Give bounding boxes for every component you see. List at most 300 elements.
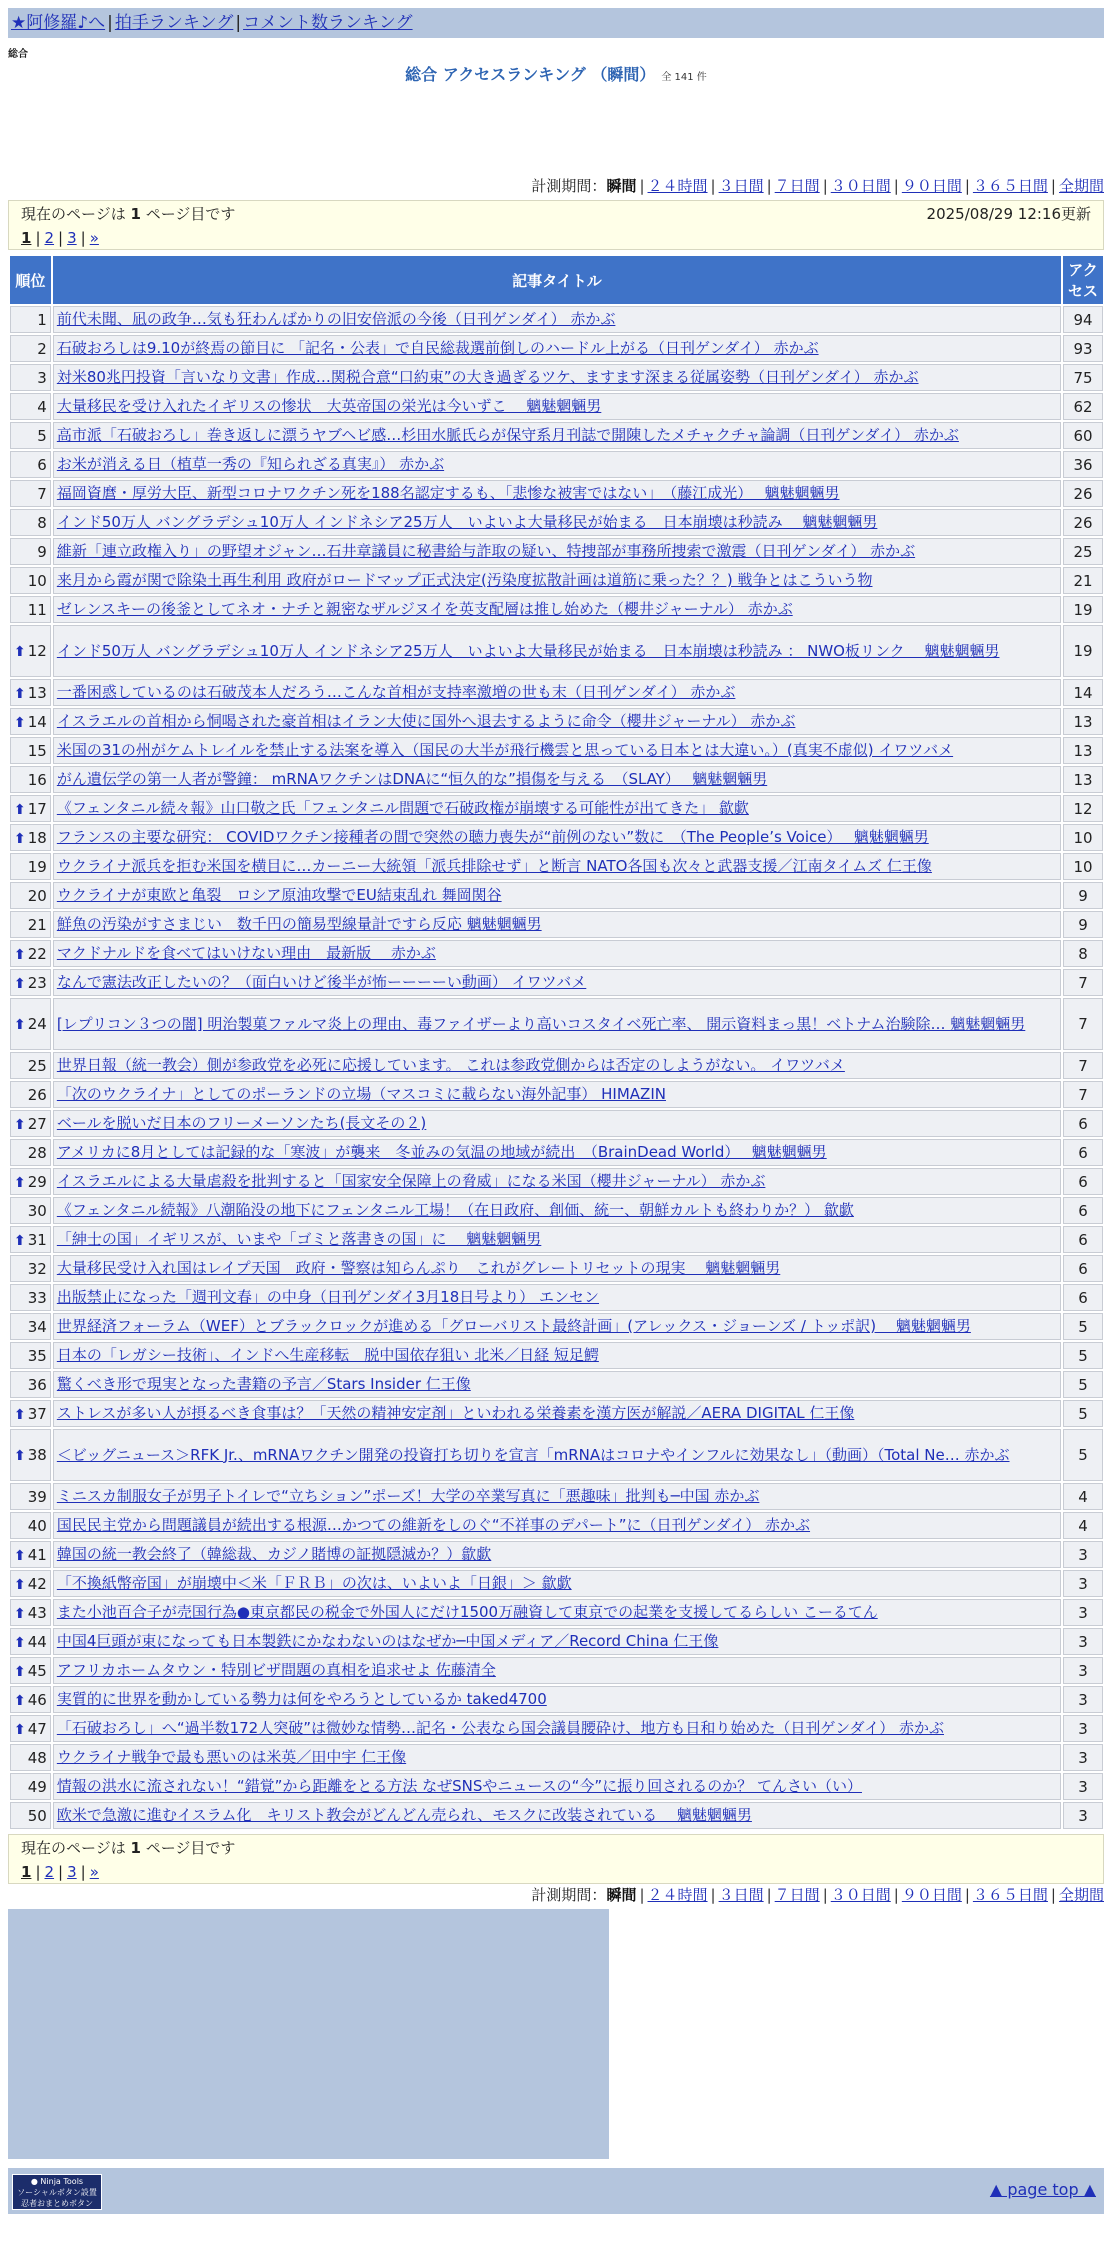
period-option-link[interactable]: ３日間 — [718, 1886, 764, 1904]
rank-number: 22 — [27, 944, 47, 963]
table-row — [10, 1371, 1103, 1398]
rank-cell — [10, 679, 51, 706]
rank-up-arrow-icon: ⬆ — [14, 1448, 26, 1464]
comment-ranking-link[interactable]: コメント数ランキング — [243, 13, 413, 33]
period-option-link[interactable]: ２４時間 — [647, 177, 708, 195]
article-link[interactable]: 福岡資麿・厚労大臣、新型コロナワクチン死を188名認定するも、「悲惨な被害ではない」 （藤江成光） 魑魅魍魎男 — [56, 484, 840, 502]
rank-number: 35 — [27, 1346, 47, 1365]
updated-timestamp: 2025/08/29 12:16更新 — [926, 205, 1091, 223]
table-row — [10, 1429, 1103, 1481]
title-cell — [53, 1686, 1061, 1713]
article-link[interactable]: 大量移民受け入れ国はレイプ天国 政府・警察は知らんぷり これがグレートリセットの現実 魑魅魍魎男 — [56, 1259, 781, 1277]
title-cell — [53, 679, 1061, 706]
rank-up-arrow-icon: ⬆ — [14, 1605, 26, 1622]
rank-cell — [10, 393, 51, 420]
title-cell — [53, 708, 1061, 735]
rank-up-arrow-icon: ⬆ — [14, 975, 26, 992]
rank-up-arrow-icon: ⬆ — [14, 1634, 26, 1651]
rank-number: 36 — [27, 1375, 47, 1394]
rank-number: 32 — [27, 1259, 47, 1278]
rank-up-arrow-icon: ⬆ — [14, 644, 26, 660]
page-status-suffix: ページ目です — [140, 205, 236, 223]
period-option-link[interactable]: 全期間 — [1058, 1886, 1104, 1904]
access-count: 25 — [1063, 538, 1103, 565]
period-option-link[interactable]: ３６５日間 — [972, 177, 1048, 195]
rank-number: 5 — [37, 426, 47, 445]
rank-cell — [10, 737, 51, 764]
rank-cell — [10, 1110, 51, 1137]
period-current: 瞬間 — [606, 177, 637, 195]
table-row — [10, 1255, 1103, 1282]
table-row — [10, 1342, 1103, 1369]
table-row — [10, 1226, 1103, 1253]
top-nav-bar — [8, 8, 1104, 38]
access-count: 9 — [1063, 911, 1103, 938]
article-link[interactable]: [レプリコン３つの闇] 明治製菓ファルマ炎上の理由、毒ファイザーより高いコスタイベ死亡率、 開示資料まっ黒！ベトナム治験除… 魑魅魍魎男 — [56, 1014, 1026, 1033]
article-link[interactable]: 鮮魚の汚染がすさまじい 数千円の簡易型線量計ですら反応 魑魅魍魎男 — [56, 915, 542, 933]
title-cell — [53, 1599, 1061, 1626]
rank-cell — [10, 1657, 51, 1684]
title-cell — [53, 1081, 1061, 1108]
article-link[interactable]: ゼレンスキーの後釜としてネオ・ナチと親密なザルジヌイを英支配層は推し始めた（櫻井ジャーナル） 赤かぶ — [56, 600, 793, 618]
rank-cell — [10, 1371, 51, 1398]
access-count: 36 — [1063, 451, 1103, 478]
badge-line: ● Ninja Tools — [30, 2177, 84, 2186]
period-separator: | — [893, 1886, 899, 1904]
article-link[interactable]: 《フェンタニル続々報》山口敬之氏「フェンタニル問題で石破政権が崩壊する可能性が出てきた」 歙歔 — [56, 799, 749, 817]
rank-number: 43 — [27, 1603, 47, 1622]
title-cell — [53, 1715, 1061, 1742]
title-cell — [53, 1657, 1061, 1684]
access-count: 7 — [1063, 1052, 1103, 1079]
table-row — [10, 509, 1103, 536]
article-link[interactable]: インド50万人 バングラデシュ10万人 インドネシア25万人 いよいよ大量移民が始まる 日本崩壊は秒読み ： NWO板リンク 魑魅魍魎男 — [56, 641, 1000, 660]
rank-up-arrow-icon: ⬆ — [14, 714, 26, 731]
pagination-top — [21, 227, 1091, 249]
rank-cell — [10, 969, 51, 996]
article-link[interactable]: 韓国の統一教会終了（韓総裁、カジノ賭博の証拠隠滅か？）歙歔 — [56, 1545, 492, 1563]
rank-number: 30 — [27, 1201, 47, 1220]
rank-number: 8 — [37, 513, 47, 532]
rank-number: 16 — [27, 770, 47, 789]
title-cell — [53, 882, 1061, 909]
title-cell — [53, 1168, 1061, 1195]
rank-number: 31 — [27, 1230, 47, 1249]
table-row — [10, 1168, 1103, 1195]
rank-number: 9 — [37, 542, 47, 561]
access-count: 6 — [1063, 1255, 1103, 1282]
rank-number: 28 — [27, 1143, 47, 1162]
table-row — [10, 393, 1103, 420]
table-row — [10, 1628, 1103, 1655]
clap-ranking-link[interactable]: 拍手ランキング — [114, 13, 234, 33]
title-cell — [53, 567, 1061, 594]
table-row — [10, 998, 1103, 1050]
access-count: 10 — [1063, 824, 1103, 851]
rank-number: 45 — [27, 1661, 47, 1680]
period-option-link[interactable]: ２４時間 — [647, 1886, 708, 1904]
period-option-link[interactable]: ７日間 — [774, 177, 820, 195]
article-link[interactable]: 一番困惑しているのは石破茂本人だろう…こんな首相が支持率激増の世も末（日刊ゲンダイ） 赤かぶ — [56, 683, 736, 701]
period-label: 計測期間： — [531, 177, 607, 195]
rank-number: 1 — [37, 310, 47, 329]
pager-page-link[interactable]: 3 — [67, 1863, 77, 1881]
badge-line: 忍者おまとめボタン — [21, 2199, 93, 2208]
home-link[interactable]: ★阿修羅♪へ — [11, 13, 106, 33]
article-link[interactable]: 来月から霞が関で除染土再生利用 政府がロードマップ正式決定(汚染度拡散計画は道筋に乗った？？) 戦争とはこういう物 — [56, 571, 873, 589]
table-row — [10, 480, 1103, 507]
title-cell — [53, 451, 1061, 478]
article-link[interactable]: ミニスカ制服女子が男子トイレで“立ちション”ポーズ！大学の卒業写真に「悪趣味」批判も─中国 赤かぶ — [56, 1487, 760, 1505]
rank-cell — [10, 1599, 51, 1626]
period-separator: | — [964, 177, 970, 195]
rank-cell — [10, 708, 51, 735]
rank-cell — [10, 1744, 51, 1771]
rank-number: 23 — [27, 973, 47, 992]
title-cell — [53, 1400, 1061, 1427]
access-count: 3 — [1063, 1715, 1103, 1742]
title-cell — [53, 1744, 1061, 1771]
article-link[interactable]: アフリカホームタウン・特別ビザ問題の真相を追求せよ 佐藤清全 — [56, 1661, 496, 1679]
page-top-link[interactable]: ▲ page top ▲ — [989, 2180, 1096, 2199]
period-separator: | — [766, 1886, 772, 1904]
table-row — [10, 853, 1103, 880]
header-title: 記事タイトル — [53, 256, 1061, 304]
article-link[interactable]: 「次のウクライナ」としてのポーランドの立場（マスコミに載らない海外記事） HIMAZIN — [56, 1085, 666, 1103]
article-link[interactable]: 維新「連立政権入り」の野望オジャン…石井章議員に秘書給与詐取の疑い、特捜部が事務所捜索で激震（日刊ゲンダイ） 赤かぶ — [56, 542, 916, 560]
title-cell — [53, 1342, 1061, 1369]
article-link[interactable]: お米が消える日（植草一秀の『知られざる真実』） 赤かぶ — [56, 455, 445, 473]
access-count: 5 — [1063, 1429, 1103, 1481]
title-cell — [53, 364, 1061, 391]
access-count: 4 — [1063, 1512, 1103, 1539]
period-current: 瞬間 — [606, 1886, 637, 1904]
rank-number: 44 — [27, 1632, 47, 1651]
article-link[interactable]: 出版禁止になった「週刊文春」の中身（日刊ゲンダイ3月18日号より） エンセン — [56, 1288, 600, 1306]
access-count: 3 — [1063, 1599, 1103, 1626]
title-cell — [53, 1139, 1061, 1166]
pager-separator: | — [80, 1863, 86, 1881]
article-link[interactable]: 日本の「レガシー技術」、インドへ生産移転 脱中国依存狙い 北米／日経 短足鰐 — [56, 1346, 599, 1364]
article-link[interactable]: 高市派「石破おろし」巻き返しに漂うヤブヘビ感…杉田水脈氏らが保守系月刊誌で開陳したメチャクチャ論調（日刊ゲンダイ） 赤かぶ — [56, 426, 959, 444]
table-row — [10, 1052, 1103, 1079]
rank-cell — [10, 1715, 51, 1742]
rank-cell — [10, 1429, 51, 1481]
access-count: 13 — [1063, 737, 1103, 764]
pager-current-page: 1 — [21, 1863, 32, 1881]
rank-number: 7 — [37, 484, 47, 503]
title-cell — [53, 1255, 1061, 1282]
rank-up-arrow-icon: ⬆ — [14, 1232, 26, 1249]
title-cell — [53, 1429, 1061, 1481]
rank-number: 38 — [27, 1446, 47, 1464]
access-count: 94 — [1063, 306, 1103, 333]
table-row — [10, 1284, 1103, 1311]
access-count: 3 — [1063, 1773, 1103, 1800]
title-cell — [53, 1802, 1061, 1829]
title-cell — [53, 596, 1061, 623]
access-count: 8 — [1063, 940, 1103, 967]
period-option-link[interactable]: ７日間 — [774, 1886, 820, 1904]
access-count: 21 — [1063, 567, 1103, 594]
rank-cell — [10, 1197, 51, 1224]
article-link[interactable]: 米国の31の州がケムトレイルを禁止する法案を導入（国民の大半が飛行機雲と思っている日本とは大違い。）(真実不虚似) イワツバメ — [56, 741, 954, 759]
pager-page-link[interactable]: » — [89, 1863, 99, 1881]
access-count: 3 — [1063, 1628, 1103, 1655]
access-count: 7 — [1063, 998, 1103, 1050]
article-link[interactable]: 世界経済フォーラム（WEF）とブラックロックが進める「グローバリスト最終計画」(アレックス・ジョーンズ / トッポ訳) 魑魅魍魎男 — [56, 1317, 971, 1335]
page-status-prefix: 現在のページは — [21, 1839, 131, 1857]
rank-cell — [10, 1168, 51, 1195]
table-row — [10, 1139, 1103, 1166]
badge-line: ソーシャルボタン設置 — [17, 2188, 97, 2197]
article-link[interactable]: ウクライナ戦争で最も悪いのは米英／田中宇 仁王像 — [56, 1748, 407, 1766]
rank-cell — [10, 1226, 51, 1253]
article-link[interactable]: イスラエルの首相から恫喝された豪首相はイラン大使に国外へ退去するように命令（櫻井ジャーナル） 赤かぶ — [56, 712, 796, 730]
access-count: 5 — [1063, 1342, 1103, 1369]
article-link[interactable]: ウクライナ派兵を拒む米国を横目に…カーニー大統領「派兵排除せず」と断言 NATO各国も次々と武器支援／江南タイムズ 仁王像 — [56, 857, 932, 875]
article-link[interactable]: ウクライナが東欧と亀裂 ロシア原油攻撃でEU結束乱れ 舞岡関谷 — [56, 886, 502, 904]
rank-up-arrow-icon: ⬆ — [14, 1547, 26, 1564]
period-option-link[interactable]: ９０日間 — [901, 1886, 962, 1904]
title-cell — [53, 335, 1061, 362]
title-cell — [53, 824, 1061, 851]
table-header-row — [10, 256, 1103, 304]
article-link[interactable]: 「石破おろし」へ“過半数172人突破”は微妙な情勢…記名・公表なら国会議員腰砕け、地方も日和り始めた（日刊ゲンダイ） 赤かぶ — [56, 1719, 944, 1737]
rank-cell — [10, 509, 51, 536]
article-link[interactable]: 対米80兆円投資「言いなり文書」作成…関税合意“口約束”の大き過ぎるツケ、ますます深まる従属姿勢（日刊ゲンダイ） 赤かぶ — [56, 368, 919, 386]
article-link[interactable]: アメリカに8月としては記録的な「寒波」が襲来 冬並みの気温の地域が続出 （BrainDead World） 魑魅魍魎男 — [56, 1143, 827, 1161]
article-link[interactable]: インド50万人 バングラデシュ10万人 インドネシア25万人 いよいよ大量移民が始まる 日本崩壊は秒読み 魑魅魍魎男 — [56, 513, 878, 531]
rank-cell — [10, 1313, 51, 1340]
access-count: 26 — [1063, 480, 1103, 507]
article-link[interactable]: ＜ビッグニュース＞RFK Jr.、mRNAワクチン開発の投資打ち切りを宣言「mRNAはコロナやインフルに効果なし」（動画）（Total Ne… 赤かぶ — [56, 1445, 1010, 1464]
current-page-number: 1 — [130, 205, 141, 223]
access-count: 5 — [1063, 1400, 1103, 1427]
table-row — [10, 940, 1103, 967]
access-count: 10 — [1063, 853, 1103, 880]
access-count: 7 — [1063, 969, 1103, 996]
period-selector-top — [531, 176, 1104, 196]
title-cell — [53, 998, 1061, 1050]
table-row — [10, 1570, 1103, 1597]
rank-cell — [10, 1400, 51, 1427]
rank-cell — [10, 596, 51, 623]
rank-number: 20 — [27, 886, 47, 905]
access-count: 19 — [1063, 625, 1103, 677]
access-count: 3 — [1063, 1802, 1103, 1829]
access-count: 9 — [1063, 882, 1103, 909]
pager-page-link[interactable]: 2 — [44, 1863, 55, 1881]
title-cell — [53, 940, 1061, 967]
title-cell — [53, 1371, 1061, 1398]
pager-current-page: 1 — [21, 229, 32, 247]
article-link[interactable]: 国民民主党から問題議員が続出する根源…かつての維新をしのぐ“不祥事のデパート”に（日刊ゲンダイ） 赤かぶ — [56, 1516, 811, 1534]
article-link[interactable]: 情報の洪水に流されない！“錯覚”から距離をとる方法 なぜSNSやニュースの“今”に振り回されるのか？ てんさい（い） — [56, 1777, 862, 1795]
article-link[interactable]: 《フェンタニル続報》八潮陥没の地下にフェンタニル工場！（在日政府、創価、統一、朝鮮カルトも終わりか？） 歙歔 — [56, 1201, 854, 1219]
access-count: 3 — [1063, 1570, 1103, 1597]
page-status-row-bottom — [21, 1835, 1091, 1861]
title-cell — [53, 1284, 1061, 1311]
rank-number: 25 — [27, 1056, 47, 1075]
rank-number: 49 — [27, 1777, 47, 1796]
rank-number: 10 — [27, 571, 47, 590]
access-count: 3 — [1063, 1744, 1103, 1771]
article-link[interactable]: 実質的に世界を動かしている勢力は何をやろうとしているか taked4700 — [56, 1690, 547, 1708]
table-row — [10, 567, 1103, 594]
rank-cell — [10, 422, 51, 449]
table-row — [10, 1686, 1103, 1713]
rank-cell — [10, 1081, 51, 1108]
title-cell — [53, 1052, 1061, 1079]
article-link[interactable]: 前代未聞、凪の政争…気も狂わんばかりの旧安倍派の今後（日刊ゲンダイ） 赤かぶ — [56, 310, 616, 328]
period-option-link[interactable]: ９０日間 — [901, 177, 962, 195]
table-row — [10, 766, 1103, 793]
rank-cell — [10, 364, 51, 391]
table-row — [10, 1512, 1103, 1539]
rank-number: 17 — [27, 799, 47, 818]
article-link[interactable]: 大量移民を受け入れたイギリスの惨状 大英帝国の栄光は今いずこ 魑魅魍魎男 — [56, 397, 602, 415]
table-row — [10, 1313, 1103, 1340]
rank-cell — [10, 1773, 51, 1800]
article-link[interactable]: ストレスが多い人が摂るべき食事は？「天然の精神安定剤」といわれる栄養素を漢方医が解説／AERA DIGITAL 仁王像 — [56, 1404, 855, 1422]
period-option-link[interactable]: ３０日間 — [830, 1886, 891, 1904]
table-row — [10, 1197, 1103, 1224]
rank-cell — [10, 335, 51, 362]
rank-cell — [10, 911, 51, 938]
rank-cell — [10, 1628, 51, 1655]
title-cell — [53, 853, 1061, 880]
access-count: 4 — [1063, 1483, 1103, 1510]
period-option-link[interactable]: ３日間 — [718, 177, 764, 195]
pager-separator: | — [58, 1863, 64, 1881]
rank-number: 26 — [27, 1085, 47, 1104]
rank-number: 19 — [27, 857, 47, 876]
article-link[interactable]: がん遺伝学の第一人者が警鐘： mRNAワクチンはDNAに“恒久的な”損傷を与える （SLAY） 魑魅魍魎男 — [56, 770, 768, 788]
rank-up-arrow-icon: ⬆ — [14, 946, 26, 963]
rank-up-arrow-icon: ⬆ — [14, 1406, 26, 1423]
rank-up-arrow-icon: ⬆ — [14, 685, 26, 702]
access-count: 93 — [1063, 335, 1103, 362]
ranking-table-body — [10, 306, 1103, 1829]
article-link[interactable]: イスラエルによる大量虐殺を批判すると「国家安全保障上の脅威」になる米国（櫻井ジャーナル） 赤かぶ — [56, 1172, 766, 1190]
title-cell — [53, 737, 1061, 764]
page-info-box — [8, 200, 1104, 250]
rank-number: 50 — [27, 1806, 47, 1825]
title-cell — [53, 538, 1061, 565]
rank-number: 21 — [27, 915, 47, 934]
period-option-link[interactable]: 全期間 — [1058, 177, 1104, 195]
rank-cell — [10, 538, 51, 565]
title-cell — [53, 509, 1061, 536]
table-row — [10, 1400, 1103, 1427]
access-count: 5 — [1063, 1313, 1103, 1340]
pager-page-link[interactable]: 2 — [44, 229, 55, 247]
title-cell — [53, 795, 1061, 822]
access-count: 6 — [1063, 1284, 1103, 1311]
rank-up-arrow-icon: ⬆ — [14, 1692, 26, 1709]
access-count: 13 — [1063, 708, 1103, 735]
rank-cell — [10, 882, 51, 909]
title-cell — [53, 625, 1061, 677]
access-count: 14 — [1063, 679, 1103, 706]
rank-number: 4 — [37, 397, 47, 416]
period-separator: | — [1050, 1886, 1056, 1904]
access-count: 6 — [1063, 1226, 1103, 1253]
period-option-link[interactable]: ３６５日間 — [972, 1886, 1048, 1904]
period-option-link[interactable]: ３０日間 — [830, 177, 891, 195]
access-count: 6 — [1063, 1197, 1103, 1224]
access-count: 3 — [1063, 1657, 1103, 1684]
access-count: 6 — [1063, 1168, 1103, 1195]
table-row — [10, 737, 1103, 764]
rank-cell — [10, 567, 51, 594]
rank-cell — [10, 480, 51, 507]
article-link[interactable]: なんで憲法改正したいの？（面白いけど後半が怖ーーーーい動画） イワツバメ — [56, 973, 587, 991]
title-cell — [53, 1512, 1061, 1539]
article-link[interactable]: 「不換紙幣帝国」が崩壊中＜米「ＦＲＢ」の次は、いよいよ「日銀」＞ 歙歔 — [56, 1574, 572, 1592]
rank-number: 24 — [27, 1015, 47, 1033]
table-row — [10, 364, 1103, 391]
rank-cell — [10, 1802, 51, 1829]
rank-cell — [10, 1052, 51, 1079]
ranking-title: 総合 アクセスランキング （瞬間） — [405, 65, 656, 84]
rank-number: 39 — [27, 1487, 47, 1506]
period-separator: | — [822, 1886, 828, 1904]
rank-number: 2 — [37, 339, 47, 358]
table-row — [10, 1110, 1103, 1137]
title-cell — [53, 1226, 1061, 1253]
access-count: 6 — [1063, 1139, 1103, 1166]
ranking-table — [8, 254, 1105, 1831]
article-link[interactable]: 驚くべき形で現実となった書籍の予言／Stars Insider 仁王像 — [56, 1375, 471, 1393]
article-link[interactable]: ベールを脱いだ日本のフリーメーソンたち(長文その２) — [56, 1114, 427, 1132]
article-link[interactable]: 石破おろしは9.10が終焉の節目に 「記名・公表」で自民総裁選前倒しのハードル上がる（日刊ゲンダイ） 赤かぶ — [56, 339, 819, 357]
rank-cell — [10, 1255, 51, 1282]
rank-number: 41 — [27, 1545, 47, 1564]
period-separator: | — [893, 177, 899, 195]
page-title — [0, 62, 1112, 85]
title-cell — [53, 480, 1061, 507]
nav-separator: | — [235, 13, 242, 33]
rank-cell — [10, 795, 51, 822]
footer-bar — [8, 2168, 1104, 2214]
table-row — [10, 306, 1103, 333]
article-link[interactable]: 「紳士の国」イギリスが、いまや「ゴミと落書きの国」に 魑魅魍魎男 — [56, 1230, 542, 1248]
access-count: 62 — [1063, 393, 1103, 420]
table-row — [10, 882, 1103, 909]
rank-number: 6 — [37, 455, 47, 474]
title-cell — [53, 422, 1061, 449]
article-link[interactable]: また小池百合子が売国行為●東京都民の税金で外国人にだけ1500万融資して東京での起業を支援してるらしい こーるてん — [56, 1603, 878, 1621]
table-row — [10, 538, 1103, 565]
rank-number: 42 — [27, 1574, 47, 1593]
pager-separator: | — [35, 1863, 41, 1881]
article-link[interactable]: フランスの主要な研究： COVIDワクチン接種者の間で突然の聴力喪失が“前例のない”数に （The People’s Voice） 魑魅魍魎男 — [56, 828, 929, 846]
pager-page-link[interactable]: » — [89, 229, 99, 247]
rank-cell — [10, 1284, 51, 1311]
article-link[interactable]: 中国4巨頭が束になっても日本製鉄にかなわないのはなぜか─中国メディア／Record China 仁王像 — [56, 1632, 719, 1650]
rank-number: 14 — [27, 712, 47, 731]
social-button-badge[interactable] — [12, 2174, 102, 2210]
article-link[interactable]: マクドナルドを食べてはいけない理由 最新版 赤かぶ — [56, 944, 436, 962]
title-cell — [53, 1313, 1061, 1340]
table-row — [10, 1744, 1103, 1771]
article-link[interactable]: 欧米で急激に進むイスラム化 キリスト教会がどんどん売られ、モスクに改装されている 魑魅魍魎男 — [56, 1806, 752, 1824]
article-link[interactable]: 世界日報（統一教会）側が参政党を必死に応援しています。 これは参政党側からは否定のしようがない。 イワツバメ — [56, 1056, 845, 1074]
access-count: 60 — [1063, 422, 1103, 449]
pager-page-link[interactable]: 3 — [67, 229, 77, 247]
